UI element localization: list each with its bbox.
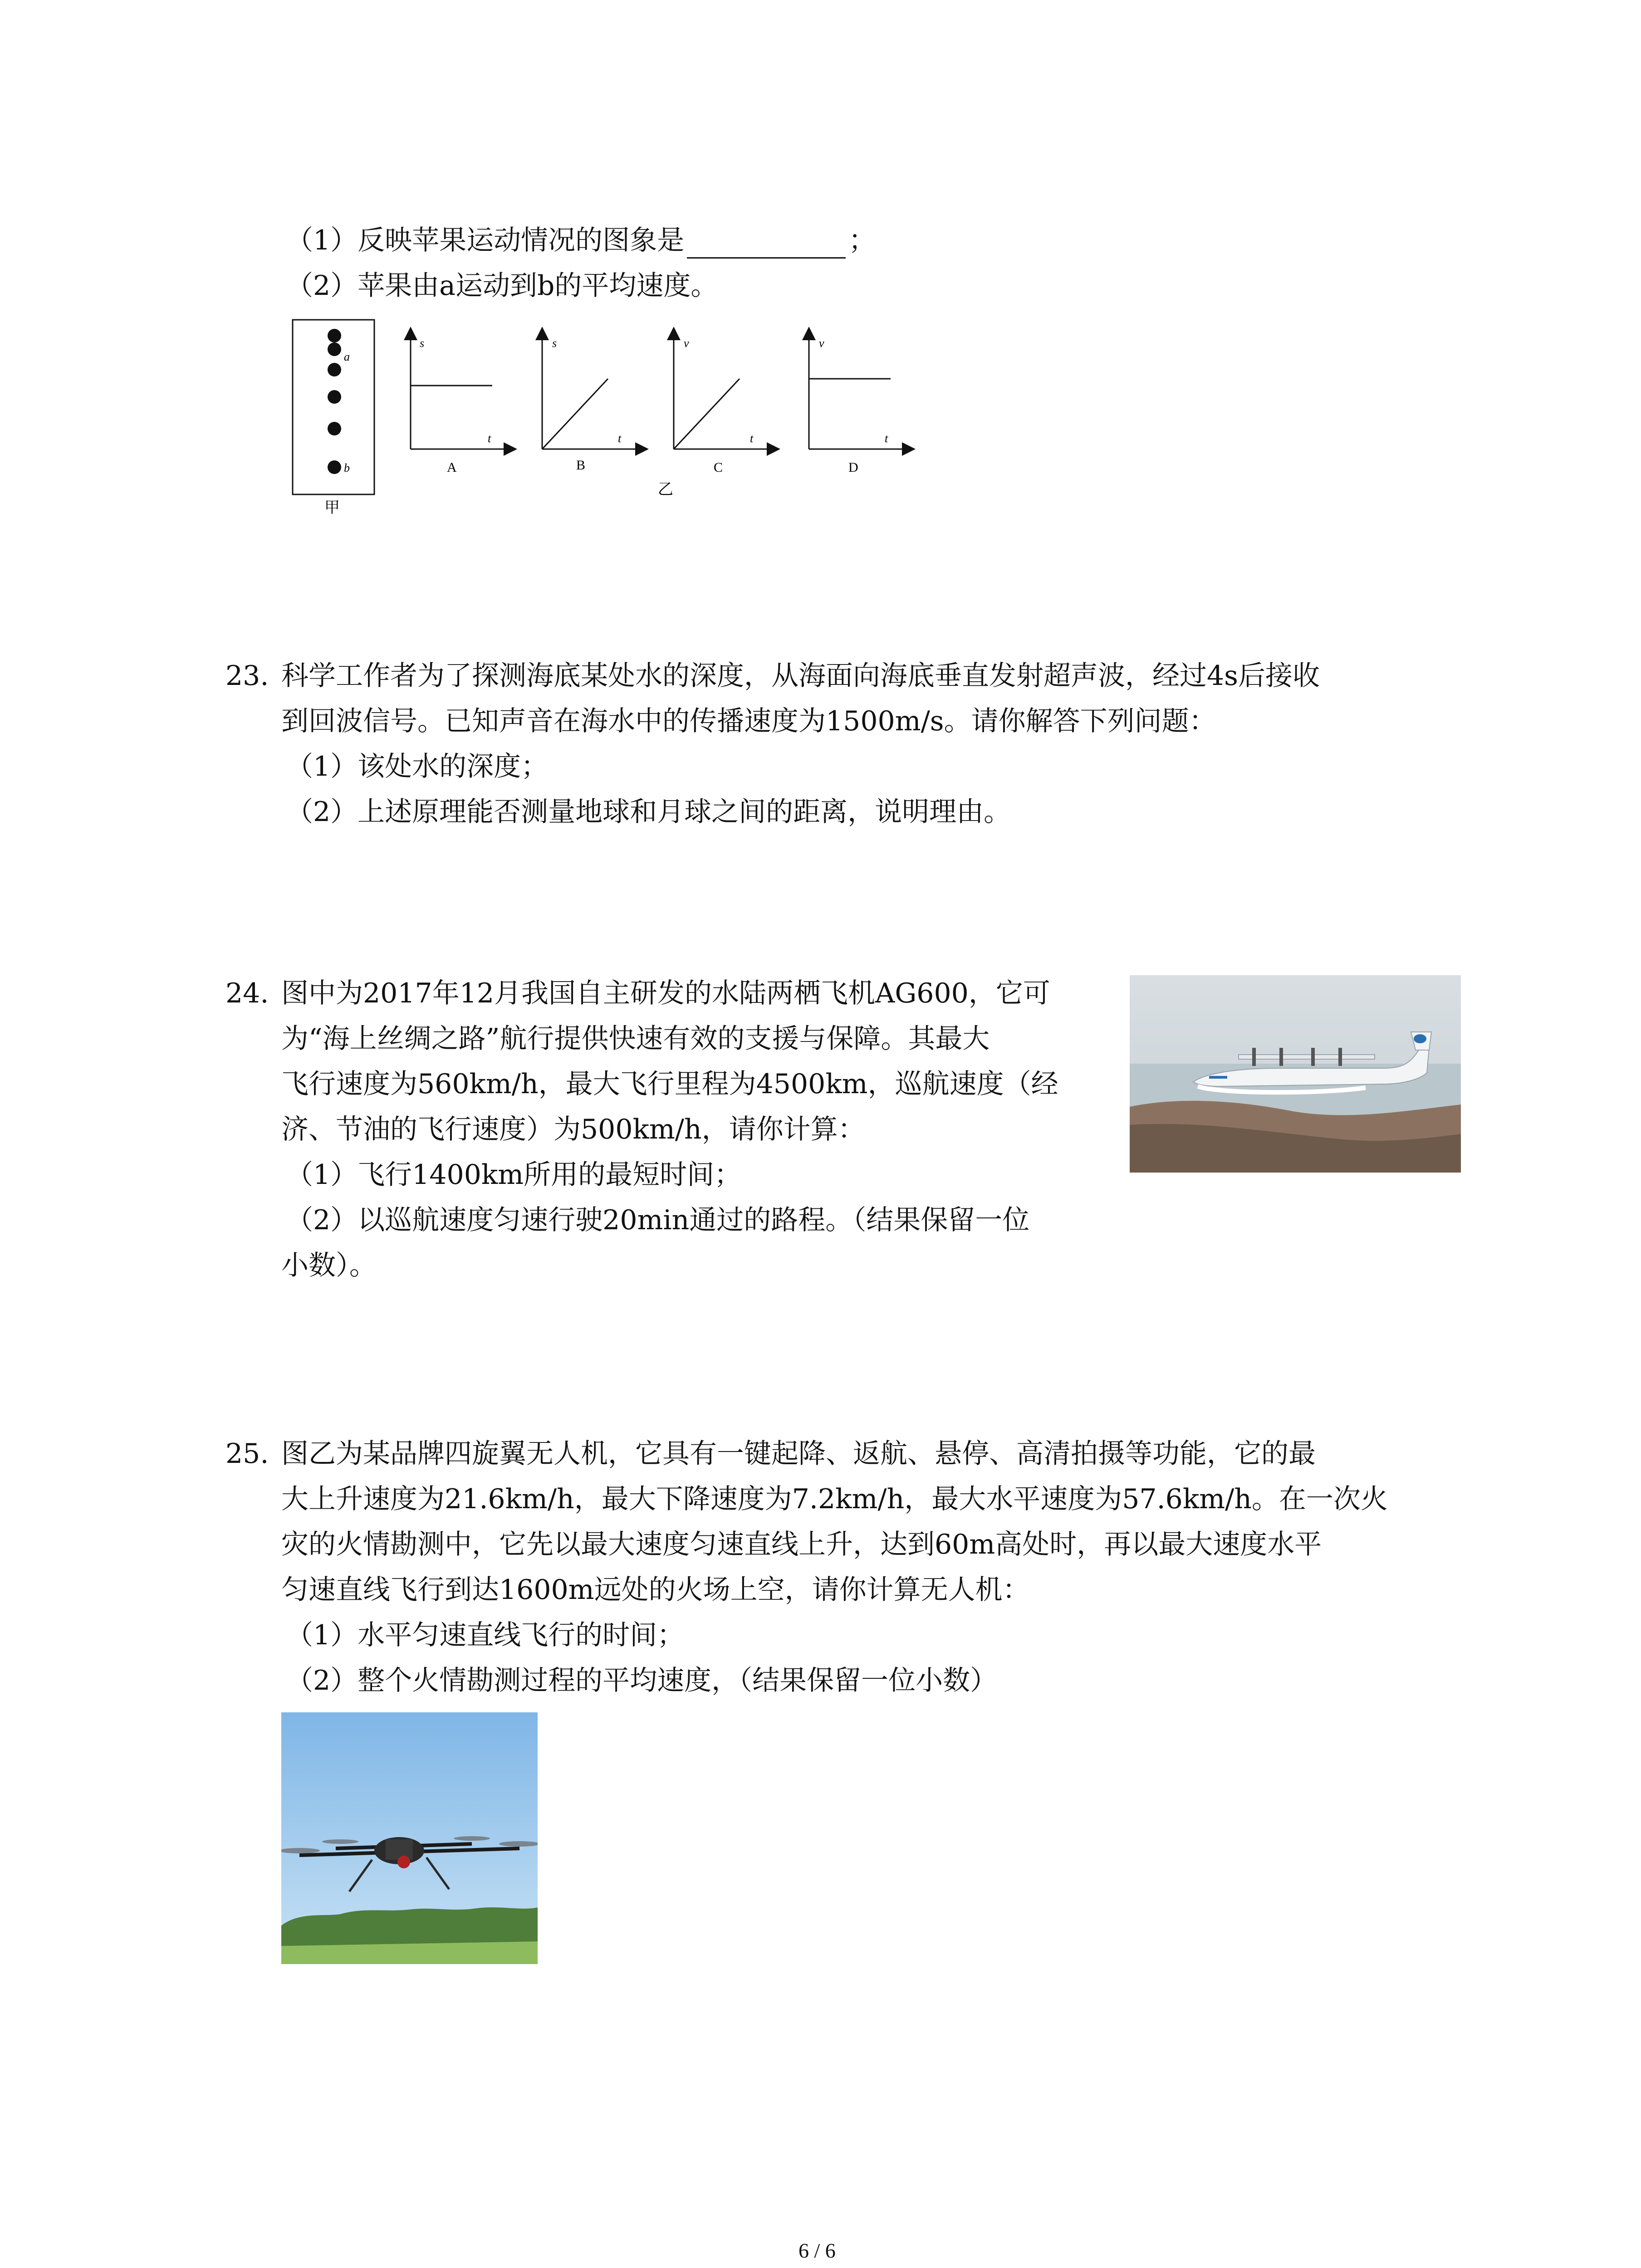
- q22-part1-text: （1）反映苹果运动情况的图象是: [286, 225, 685, 256]
- graph-b-yaxis: s: [552, 337, 557, 350]
- q25-line: （2）整个火情勘测过程的平均速度，（结果保留一位小数）: [286, 1665, 998, 1696]
- graph-c-yaxis: v: [684, 337, 689, 350]
- q24-line: 小数）。: [281, 1250, 377, 1281]
- answer-blank: [687, 231, 846, 259]
- q25-number: 25.: [225, 1438, 269, 1470]
- graph-d-xaxis: t: [885, 432, 888, 445]
- page-number: 6 / 6: [798, 2239, 836, 2262]
- graph-c-label: C: [714, 460, 723, 475]
- q23-line: 科学工作者为了探测海底某处水的深度，从海面向海底垂直发射超声波，经过4s后接收: [281, 660, 1320, 692]
- drone-photo: [281, 1712, 538, 1964]
- q24-line: 济、节油的飞行速度）为500km/h，请你计算：: [281, 1114, 865, 1145]
- q24-line: （2）以巡航速度匀速行驶20min通过的路程。（结果保留一位: [286, 1204, 1030, 1236]
- graph-b-xaxis: t: [618, 432, 622, 445]
- q25-line: 匀速直线飞行到达1600m远处的火场上空，请你计算无人机：: [281, 1574, 1030, 1606]
- graph-c-xaxis: t: [750, 432, 754, 445]
- dot: [328, 329, 341, 342]
- q24-line: 为“海上丝绸之路”航行提供快速有效的支援与保障。其最大: [281, 1023, 990, 1055]
- q22-part1: [286, 222, 876, 259]
- q23-line: （1）该处水的深度；: [286, 751, 549, 782]
- graph-a-yaxis: s: [420, 337, 425, 350]
- q23-line: （2）上述原理能否测量地球和月球之间的距离，说明理由。: [286, 796, 1011, 828]
- q25-line: 灾的火情勘测中，它先以最大速度匀速直线上升，达到60m高处时，再以最大速度水平: [281, 1529, 1322, 1560]
- q24-line: 飞行速度为560km/h，最大飞行里程为4500km，巡航速度（经: [281, 1068, 1058, 1100]
- graph-d-label: D: [848, 460, 858, 475]
- q22-part1-end: ；: [848, 225, 876, 256]
- dot: [328, 422, 341, 435]
- graph-d: [809, 333, 909, 475]
- graph-b-label: B: [576, 458, 586, 473]
- q25-line: （1）水平匀速直线飞行的时间；: [286, 1619, 685, 1651]
- figure-jia: [290, 318, 381, 526]
- graph-b: [542, 333, 642, 473]
- graph-a: [411, 333, 510, 475]
- q23-number: 23.: [225, 660, 269, 692]
- figure-jia-label: 甲: [324, 499, 340, 517]
- q22-part2: （2）苹果由a运动到b的平均速度。: [286, 270, 718, 302]
- dot: [328, 363, 341, 376]
- dot: [328, 342, 341, 356]
- graph-a-xaxis: t: [488, 432, 491, 445]
- dot: [328, 390, 341, 404]
- q23-line: 到回波信号。已知声音在海水中的传播速度为1500m/s。请你解答下列问题：: [281, 705, 1216, 737]
- graph-d-yaxis: v: [819, 337, 824, 350]
- dot: [328, 460, 341, 474]
- q25-line: 图乙为某品牌四旋翼无人机，它具有一键起降、返航、悬停、高清拍摄等功能，它的最: [281, 1438, 1316, 1470]
- q24-number: 24.: [225, 978, 269, 1009]
- label-a: a: [344, 350, 350, 363]
- seaplane-photo: [1130, 975, 1461, 1173]
- figure-yi-label: 乙: [658, 480, 673, 499]
- graph-c: [674, 333, 774, 475]
- label-b: b: [344, 461, 350, 474]
- figure-yi: [390, 318, 935, 513]
- graph-a-label: A: [447, 460, 457, 475]
- q24-line: 图中为2017年12月我国自主研发的水陆两栖飞机AG600，它可: [281, 978, 1050, 1009]
- q24-line: （1）飞行1400km所用的最短时间；: [286, 1159, 742, 1191]
- q25-line: 大上升速度为21.6km/h，最大下降速度为7.2km/h，最大水平速度为57.6km/h。在一次火: [281, 1483, 1388, 1515]
